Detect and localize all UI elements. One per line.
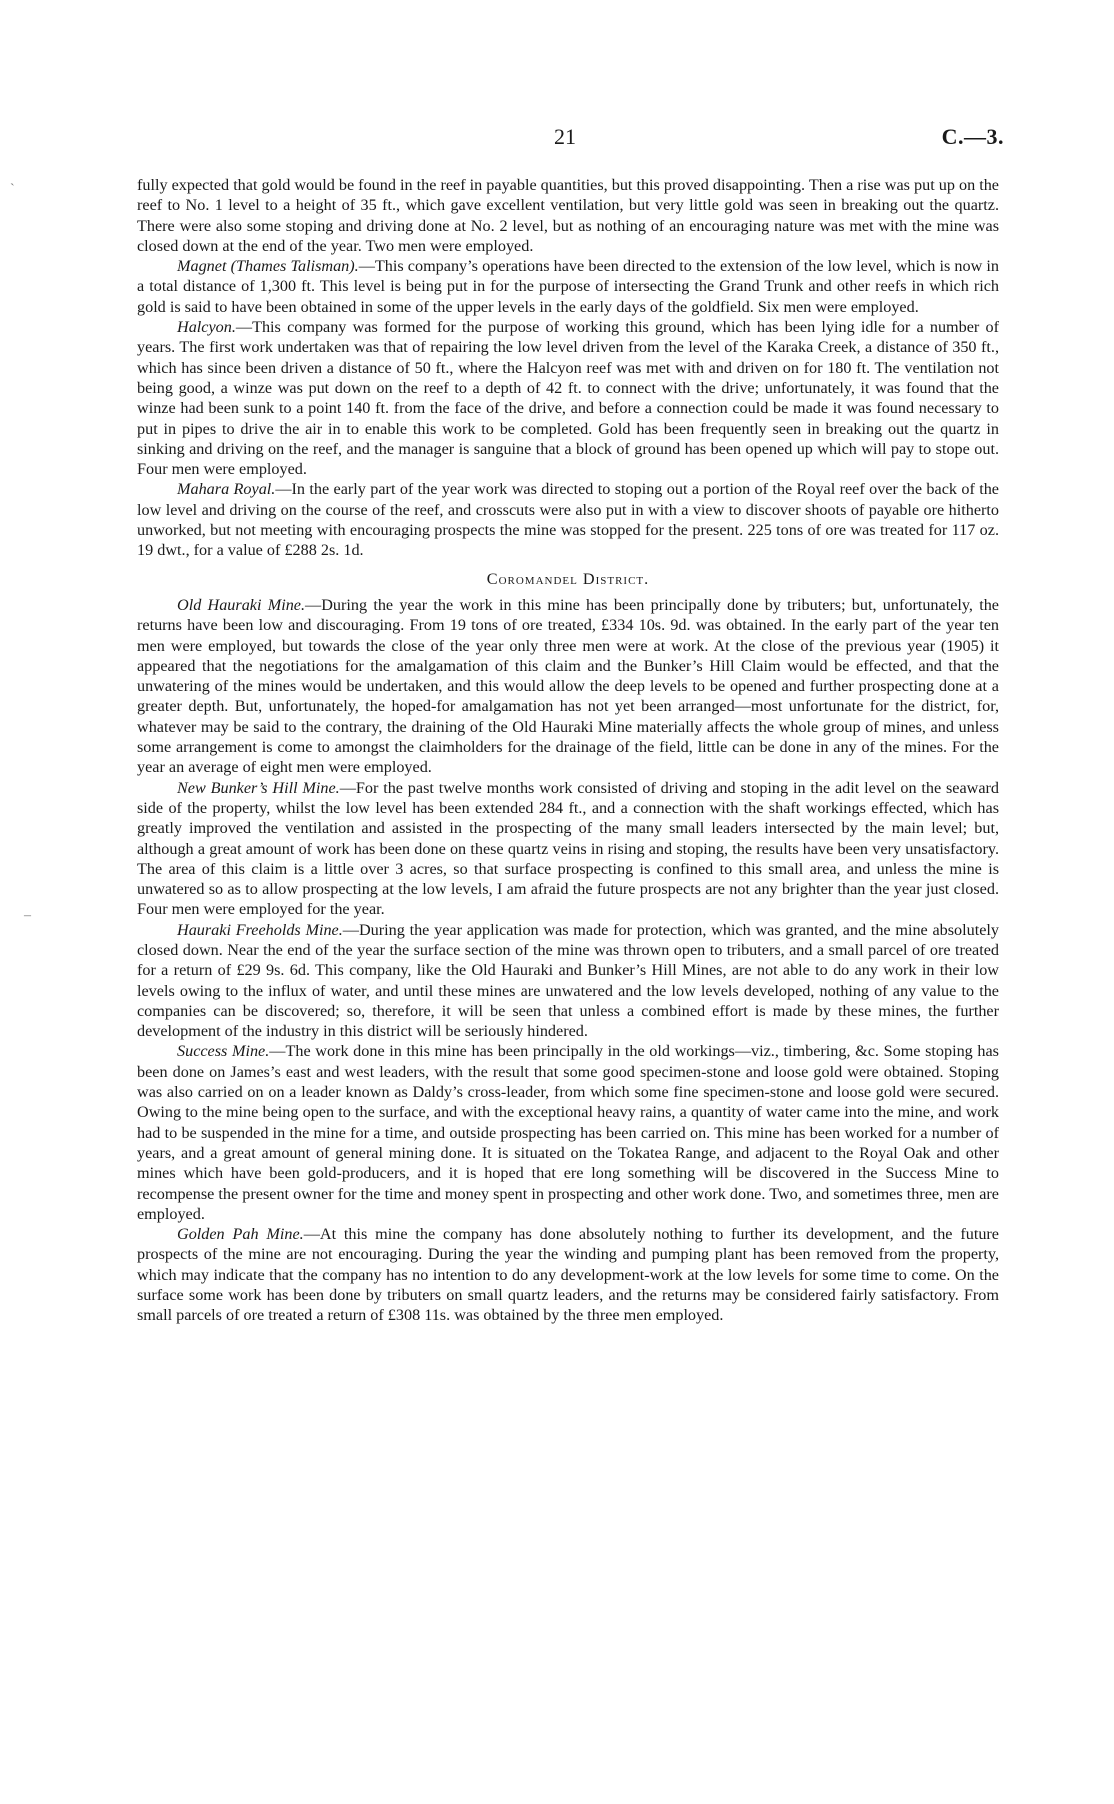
page-number: 21 xyxy=(554,124,576,149)
paragraph-text: —In the early part of the year work was directed to stoping out a portion of the Royal reef over the back of the low level and driving on the course of the reef, and crosscuts were also put in with a view to discover shoots of payable ore hitherto unworked, but not meeting with encouraging prospects the mine was stopped for the present. 225 tons of ore was treated for 117 oz. 19 dwt., for a value of £288 2s. 1d. xyxy=(137,480,999,560)
paragraph-title: Hauraki Freeholds Mine. xyxy=(177,920,343,939)
paragraph-title: New Bunker’s Hill Mine. xyxy=(177,778,340,797)
paragraph-title: Golden Pah Mine. xyxy=(177,1225,304,1244)
paragraph-golden-pah xyxy=(137,1224,999,1325)
paragraph-success-mine xyxy=(137,1041,999,1224)
paragraph-halcyon xyxy=(137,317,999,479)
paragraph-new-bunkers-hill xyxy=(137,778,999,920)
paragraph-title: Magnet (Thames Talisman). xyxy=(177,257,359,276)
page-header xyxy=(0,124,1114,154)
paragraph-magnet xyxy=(137,256,999,317)
paragraph-text: —During the year application was made for protection, which was granted, and the mine absolutely closed down. Near the end of the year the surface section of the mine was thrown open to tributers, and a small parcel of ore treated for a return of £29 9s. 6d. This company, like the Old Hauraki and Bunker’s Hill Mines, are not able to do any work in their low levels owing to the influx of water, and until these mines are unwatered and the low levels developed, nothing of any value to the companies can be discovered; so, therefore, it will be seen that unless a combined effort is made by these mines, the further development of the industry in this district will be seriously hindered. xyxy=(137,920,1000,1041)
section-heading: Coromandel District. xyxy=(486,569,650,588)
document-body xyxy=(137,175,999,1326)
paragraph-text: —This company was formed for the purpose of working this ground, which has been lying idle for a number of years. The first work undertaken was that of repairing the low level driven from the level of the Karaka Creek, a distance of 350 ft., which has since been driven a distance of 50 ft., where the Halcyon reef was met with and driven on for 180 ft. The ventilation not being good, a winze was put down on the reef to a depth of 42 ft. to connect with the drive; unfortunately, it was found that the winze had been sunk to a point 140 ft. from the face of the drive, and before a connection could be made it was found necessary to put in pipes to drive the air in to enable this work to be completed. Gold has been frequently seen in breaking out the quartz in sinking and driving on the reef, and the manager is sanguine that a block of ground has been opened up which will pay to stope out. Four men were employed. xyxy=(137,318,999,479)
paragraph-old-hauraki xyxy=(137,595,999,778)
paragraph-title: Mahara Royal. xyxy=(177,480,276,499)
paragraph-text: —For the past twelve months work consisted of driving and stoping in the adit level on the seaward side of the property, whilst the low level has been extended 284 ft., and a connection with the shaft workings effected, which has greatly improved the ventilation and assisted in the prospecting of the many small leaders intersected by the main level; but, although a great amount of work has been done on these quartz veins in rising and stoping, the results have been very unsatisfactory. The area of this claim is a little over 3 acres, so that surface prospecting is confined to this small area, and unless the mine is unwatered so as to allow prospecting at the low levels, I am afraid the future prospects are not any brighter than the year just closed. Four men were employed for the year. xyxy=(137,778,1000,919)
margin-mark: – xyxy=(24,908,31,923)
paragraph-continued: fully expected that gold would be found in the reef in payable quantities, but this proved disappointing. Then a rise was put up on the reef to No. 1 level to a height of 35 ft., which gave excellent ventilation, but very little gold was seen in breaking out the quartz. There were also some stoping and driving done at No. 2 level, but as nothing of an encouraging nature was met with the mine was closed down at the end of the year. Two men were employed. xyxy=(137,176,999,255)
margin-mark: ˋ xyxy=(10,182,15,197)
paragraph-text: —At this mine the company has done absolutely nothing to further its development, and the future prospects of the mine are not encouraging. During the year the winding and pumping plant has been removed from the property, which may indicate that the company has no intention to do any development-work at the low levels for some time to come. On the surface some work has been done by tributers on small quartz leaders, and the returns may be considered fairly satisfactory. From small parcels of ore treated a return of £308 11s. was obtained by the three men employed. xyxy=(137,1225,999,1325)
paragraph-mahara-royal xyxy=(137,479,999,560)
paragraph-text: —This company’s operations have been directed to the extension of the low level, which is now in a total distance of 1,300 ft. This level is being put in for the purpose of intersecting the Grand Trunk and other reefs in which rich gold is said to have been obtained in some of the upper levels in the early days of the goldfield. Six men were employed. xyxy=(137,257,999,316)
paragraph-title: Halcyon. xyxy=(177,318,236,337)
paragraph-text: —During the year the work in this mine has been principally done by tributers; but, unfortunately, the returns have been low and discouraging. From 19 tons of ore treated, £334 10s. 9d. was obtained. In the early part of the year ten men were employed, but towards the close of the year only three men were at work. At the close of the previous year (1905) it appeared that the negotiations for the amalgamation of this claim and the Bunker’s Hill Claim would be effected, and that the unwatering of the mines would be undertaken, and this would allow the deep levels to be opened and further prospecting done at a greater depth. But, unfortunately, the hoped-for amalgamation has not yet been arranged—most unfortunate for the district, for, whatever may be said to the contrary, the draining of the Old Hauraki Mine materially affects the whole group of mines, and unless some arrangement is come to amongst the claimholders for the drainage of the field, little can be done in any of the mines. For the year an average of eight men were employed. xyxy=(137,595,999,777)
document-reference: C.—3. xyxy=(941,124,1004,149)
paragraph-hauraki-freeholds xyxy=(137,920,999,1042)
paragraph-text: —The work done in this mine has been principally in the old workings—viz., timbering, &c. Some stoping has been done on James’s east and west leaders, with the result that some good specimen-stone and loose gold were obtained. Stoping was also carried on on a leader known as Daldy’s cross-leader, from which some fine specimen-stone and loose gold were secured. Owing to the mine being open to the surface, and with the exceptional heavy rains, a quantity of water came into the mine, and work had to be suspended in the mine for a time, and outside prospecting has been carried on. This mine has been worked for a number of years, and a great amount of general mining done. It is situated on the Tokatea Range, and adjacent to the Royal Oak and other mines which have been gold-producers, and it is hoped that ere long something will be discovered in the Success Mine to recompense the present owner for the time and money spent in prospecting and other work done. Two, and sometimes three, men are employed. xyxy=(137,1042,999,1223)
paragraph-title: Success Mine. xyxy=(177,1042,270,1061)
paragraph-title: Old Hauraki Mine. xyxy=(177,595,306,614)
